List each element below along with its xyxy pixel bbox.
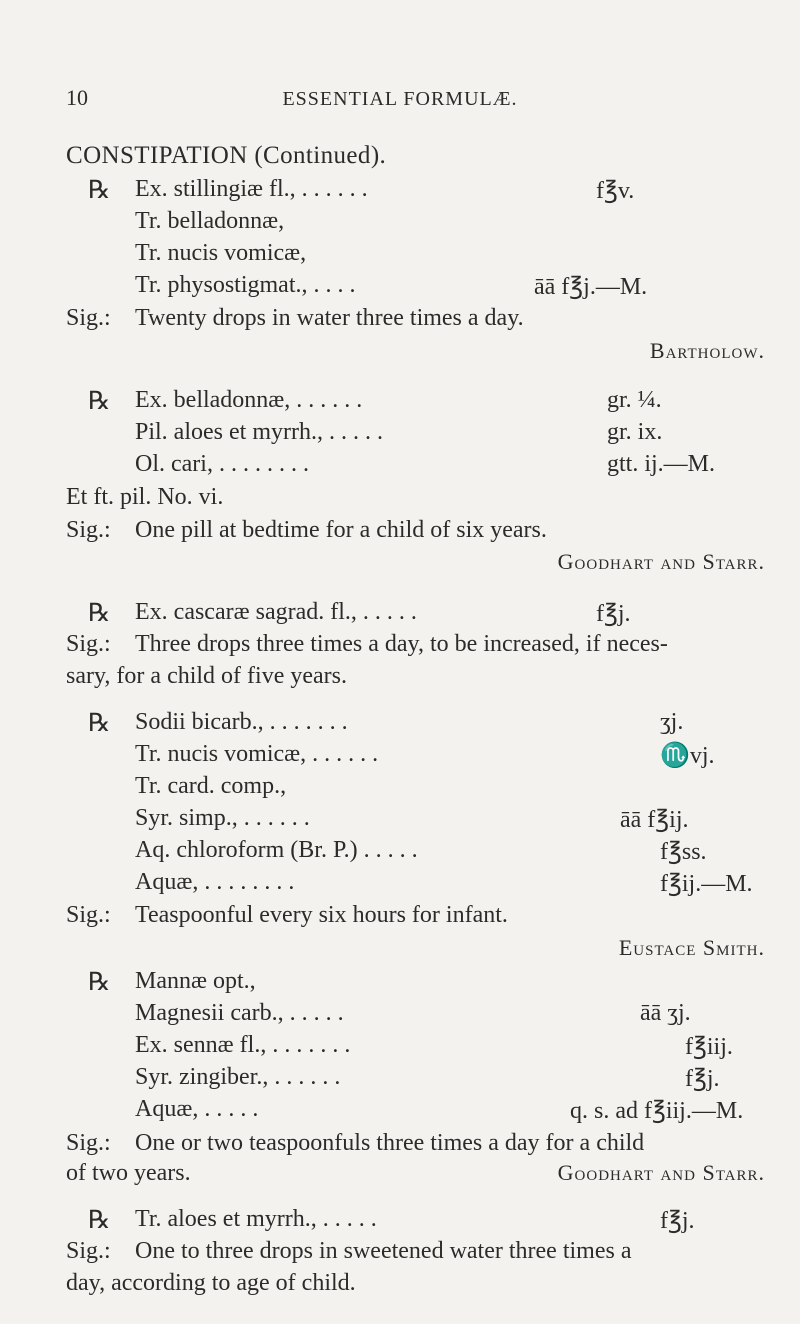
author: Goodhart and Starr. <box>557 549 765 574</box>
quantity: q. s. ad f℥iij.—M. <box>570 1098 744 1124</box>
rx-symbol: ℞ <box>88 969 111 996</box>
sig-text-continued: of two years. <box>66 1160 191 1186</box>
ingredient: Sodii bicarb., . . . . . . . <box>135 709 348 735</box>
quantity: f℥j. <box>660 1208 695 1234</box>
ingredient: Aquæ, . . . . . <box>135 1096 259 1122</box>
ingredient: Tr. physostigmat., . . . . <box>135 272 356 298</box>
rx-symbol: ℞ <box>88 388 111 415</box>
quantity: f℥iij. <box>685 1034 733 1060</box>
quantity: āā ʒj. <box>640 1000 691 1026</box>
rx-symbol: ℞ <box>88 600 111 627</box>
ingredient: Tr. card. comp., <box>135 773 287 799</box>
quantity: gr. ¼. <box>607 387 662 413</box>
ingredient: Aq. chloroform (Br. P.) . . . . . <box>135 837 418 863</box>
quantity: āā f℥ij. <box>620 807 689 833</box>
ingredient: Ex. stillingiæ fl., . . . . . . <box>135 176 368 202</box>
ingredient: Syr. simp., . . . . . . <box>135 805 310 831</box>
ingredient: Ol. cari, . . . . . . . . <box>135 451 309 477</box>
quantity: f℥ij.—M. <box>660 871 753 897</box>
sig-text: Teaspoonful every six hours for infant. <box>135 902 508 928</box>
running-header: ESSENTIAL FORMULÆ. <box>282 88 518 110</box>
quantity: āā f℥j.—M. <box>534 274 648 300</box>
author: Eustace Smith. <box>618 935 765 960</box>
pill-instruction: Et ft. pil. No. vi. <box>66 484 224 510</box>
ingredient: Aquæ, . . . . . . . . <box>135 869 295 895</box>
sig-text: One or two teaspoonfuls three times a day for a child <box>135 1130 645 1156</box>
sig-text: Three drops three times a day, to be increased, if neces- <box>135 631 668 657</box>
sig-text-continued: sary, for a child of five years. <box>66 663 347 689</box>
section-title: CONSTIPATION (Continued). <box>66 142 387 169</box>
quantity: f℥ss. <box>660 839 707 865</box>
sig-label: Sig.: <box>66 305 111 331</box>
ingredient: Tr. belladonnæ, <box>135 208 285 234</box>
ingredient: Syr. zingiber., . . . . . . <box>135 1064 341 1090</box>
sig-text: One to three drops in sweetened water three times a <box>135 1238 632 1264</box>
quantity: f℥j. <box>596 601 631 627</box>
sig-label: Sig.: <box>66 1238 111 1264</box>
rx-symbol: ℞ <box>88 710 111 737</box>
sig-text-continued: day, according to age of child. <box>66 1270 356 1296</box>
ingredient: Tr. aloes et myrrh., . . . . . <box>135 1206 377 1232</box>
author: Bartholow. <box>649 338 765 363</box>
quantity: gtt. ij.—M. <box>607 451 716 477</box>
quantity: gr. ix. <box>607 419 663 445</box>
ingredient: Ex. sennæ fl., . . . . . . . <box>135 1032 351 1058</box>
sig-label: Sig.: <box>66 631 111 657</box>
ingredient: Ex. cascaræ sagrad. fl., . . . . . <box>135 599 417 625</box>
rx-symbol: ℞ <box>88 1207 111 1234</box>
quantity: ʒj. <box>660 709 684 735</box>
sig-label: Sig.: <box>66 517 111 543</box>
ingredient: Pil. aloes et myrrh., . . . . . <box>135 419 383 445</box>
quantity: f℥j. <box>685 1066 720 1092</box>
sig-text: One pill at bedtime for a child of six years. <box>135 517 547 543</box>
quantity: f℥v. <box>596 178 635 204</box>
author: Goodhart and Starr. <box>557 1160 765 1185</box>
ingredient: Ex. belladonnæ, . . . . . . <box>135 387 363 413</box>
ingredient: Magnesii carb., . . . . . <box>135 1000 344 1026</box>
ingredient: Mannæ opt., <box>135 968 256 994</box>
sig-label: Sig.: <box>66 902 111 928</box>
rx-symbol: ℞ <box>88 177 111 204</box>
ingredient: Tr. nucis vomicæ, . . . . . . <box>135 741 379 767</box>
quantity: ♏vj. <box>660 743 715 769</box>
page-number: 10 <box>66 85 88 110</box>
sig-label: Sig.: <box>66 1130 111 1156</box>
ingredient: Tr. nucis vomicæ, <box>135 240 307 266</box>
sig-text: Twenty drops in water three times a day. <box>135 305 524 331</box>
